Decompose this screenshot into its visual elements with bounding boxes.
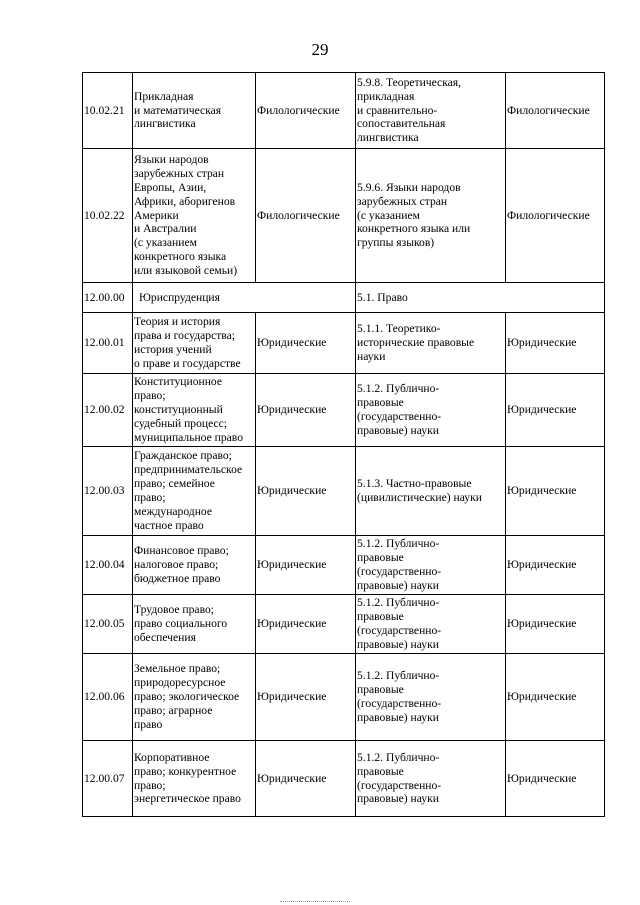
table-row-section xyxy=(83,283,605,313)
science-branch-new: Юридические xyxy=(506,595,605,654)
science-branch-old: Юридические xyxy=(256,654,356,741)
old-specialty-name: Финансовое право; налоговое право; бюджетное право xyxy=(133,536,256,595)
science-branch-old: Юридические xyxy=(256,447,356,536)
code-cell: 12.00.01 xyxy=(83,313,133,374)
science-branch-old: Филологические xyxy=(256,73,356,149)
science-branch-new: Юридические xyxy=(506,447,605,536)
new-specialty: 5.1.1. Теоретико- исторические правовые науки xyxy=(356,313,506,374)
old-specialty-name: Корпоративное право; конкурентное право; энергетическое право xyxy=(133,741,256,817)
old-specialty-name: Теория и история права и государства; история учений о праве и государстве xyxy=(133,313,256,374)
old-specialty-name: Языки народов зарубежных стран Европы, Азии, Африки, аборигенов Америки и Австралии (с указанием конкретного языка или языковой семьи) xyxy=(133,149,256,283)
science-branch-new: Юридические xyxy=(506,313,605,374)
new-specialty: 5.1.2. Публично- правовые (государственно- правовые) науки xyxy=(356,374,506,447)
science-branch-old: Юридические xyxy=(256,313,356,374)
code-cell: 12.00.07 xyxy=(83,741,133,817)
code-cell: 12.00.06 xyxy=(83,654,133,741)
new-specialty: 5.9.8. Теоретическая, прикладная и сравнительно- сопоставительная лингвистика xyxy=(356,73,506,149)
table-row xyxy=(83,595,605,654)
code-cell: 12.00.00 xyxy=(83,283,133,313)
table-row xyxy=(83,149,605,283)
science-branch-old: Юридические xyxy=(256,595,356,654)
new-specialty: 5.1.2. Публично- правовые (государственно- правовые) науки xyxy=(356,654,506,741)
table-row xyxy=(83,313,605,374)
old-specialty-name: Трудовое право; право социального обеспечения xyxy=(133,595,256,654)
science-branch-new: Юридические xyxy=(506,374,605,447)
code-cell: 12.00.02 xyxy=(83,374,133,447)
new-specialty: 5.1.2. Публично- правовые (государственно- правовые) науки xyxy=(356,536,506,595)
section-specialty: 5.1. Право xyxy=(356,283,605,313)
new-specialty: 5.1.3. Частно-правовые (цивилистические) науки xyxy=(356,447,506,536)
science-branch-new: Юридические xyxy=(506,654,605,741)
old-specialty-name: Гражданское право; предпринимательское право; семейное право; международное частное право xyxy=(133,447,256,536)
science-branch-new: Филологические xyxy=(506,73,605,149)
code-cell: 12.00.05 xyxy=(83,595,133,654)
specialties-table xyxy=(82,72,605,817)
new-specialty: 5.9.6. Языки народов зарубежных стран (с указанием конкретного языка или группы языков) xyxy=(356,149,506,283)
new-specialty: 5.1.2. Публично- правовые (государственно- правовые) науки xyxy=(356,595,506,654)
science-branch-new: Филологические xyxy=(506,149,605,283)
science-branch-new: Юридические xyxy=(506,741,605,817)
code-cell: 10.02.22 xyxy=(83,149,133,283)
section-name: Юриспруденция xyxy=(133,283,356,313)
table-row xyxy=(83,374,605,447)
science-branch-new: Юридические xyxy=(506,536,605,595)
table-row xyxy=(83,654,605,741)
code-cell: 12.00.03 xyxy=(83,447,133,536)
new-specialty: 5.1.2. Публично- правовые (государственно- правовые) науки xyxy=(356,741,506,817)
code-cell: 12.00.04 xyxy=(83,536,133,595)
scan-artifact-line xyxy=(280,901,350,903)
old-specialty-name: Земельное право; природоресурсное право; экологическое право; аграрное право xyxy=(133,654,256,741)
page-number: 29 xyxy=(311,40,329,59)
code-cell: 10.02.21 xyxy=(83,73,133,149)
table-row xyxy=(83,447,605,536)
table-row xyxy=(83,73,605,149)
old-specialty-name: Конституционное право; конституционный судебный процесс; муниципальное право xyxy=(133,374,256,447)
science-branch-old: Юридические xyxy=(256,536,356,595)
science-branch-old: Юридические xyxy=(256,741,356,817)
science-branch-old: Юридические xyxy=(256,374,356,447)
table-row xyxy=(83,536,605,595)
science-branch-old: Филологические xyxy=(256,149,356,283)
table-row xyxy=(83,741,605,817)
old-specialty-name: Прикладная и математическая лингвистика xyxy=(133,73,256,149)
